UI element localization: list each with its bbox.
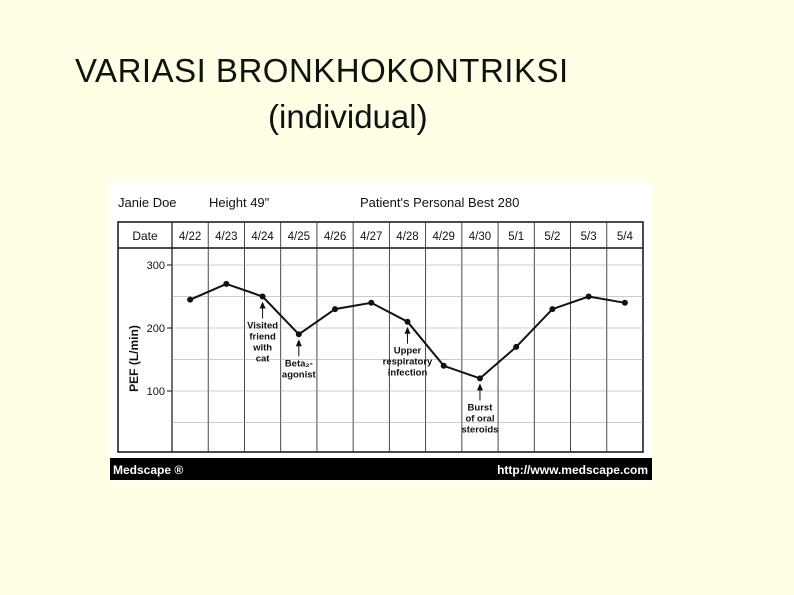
x-tick-label: 4/22 bbox=[178, 231, 202, 243]
annotation-label: Visited bbox=[247, 320, 279, 332]
data-point bbox=[296, 331, 302, 337]
annotation-label: Upper bbox=[393, 345, 422, 357]
patient-height: Height 49" bbox=[209, 195, 270, 210]
data-point bbox=[187, 297, 193, 303]
x-tick-label: 4/26 bbox=[323, 231, 347, 243]
data-point bbox=[260, 294, 266, 300]
annotation-arrowhead bbox=[477, 383, 483, 390]
data-point bbox=[441, 363, 447, 369]
y-axis-label: PEF (L/min) bbox=[127, 325, 141, 392]
annotation-label: steroids bbox=[461, 424, 499, 436]
data-point bbox=[549, 306, 555, 312]
y-tick-label: 300 bbox=[146, 260, 165, 272]
patient-name: Janie Doe bbox=[118, 195, 177, 210]
data-point bbox=[622, 300, 628, 306]
annotation-label: with bbox=[253, 342, 273, 354]
annotation-label: agonist bbox=[281, 369, 316, 381]
data-point bbox=[368, 300, 374, 306]
x-tick-label: 4/29 bbox=[432, 231, 455, 243]
x-tick-label: 4/24 bbox=[251, 231, 274, 243]
data-point bbox=[513, 344, 519, 350]
x-tick-label: 5/4 bbox=[616, 231, 633, 243]
annotation-label: cat bbox=[255, 353, 270, 365]
footer-medscape-logo: Medscape ® bbox=[113, 463, 184, 477]
slide-subtitle: (individual) bbox=[268, 98, 428, 135]
x-tick-label: 4/28 bbox=[396, 231, 419, 243]
peak-flow-chart-figure bbox=[110, 182, 652, 482]
peak-flow-chart bbox=[110, 182, 652, 482]
y-tick-label: 100 bbox=[146, 386, 165, 398]
annotation-label: Burst bbox=[467, 402, 493, 414]
annotation-label: of oral bbox=[465, 413, 495, 425]
annotation-label: friend bbox=[249, 331, 276, 343]
personal-best: Patient's Personal Best 280 bbox=[360, 195, 520, 210]
annotation-label: Beta₂- bbox=[284, 358, 313, 370]
slide-title: VARIASI BRONKHOKONTRIKSI bbox=[75, 52, 569, 89]
data-point bbox=[223, 281, 229, 287]
x-tick-label: 4/25 bbox=[287, 231, 311, 243]
x-tick-label: 4/30 bbox=[468, 231, 492, 243]
footer-url: http://www.medscape.com bbox=[497, 463, 648, 477]
annotation-arrowhead bbox=[260, 302, 266, 309]
header-date-label: Date bbox=[132, 229, 158, 243]
x-tick-label: 4/23 bbox=[215, 231, 238, 243]
x-tick-label: 5/3 bbox=[580, 231, 597, 243]
chart-frame bbox=[118, 222, 643, 452]
data-point bbox=[477, 375, 483, 381]
data-point bbox=[332, 306, 338, 312]
y-tick-label: 200 bbox=[146, 323, 165, 335]
annotation-label: respiratory bbox=[382, 356, 433, 368]
annotation-arrowhead bbox=[296, 339, 302, 346]
data-point bbox=[586, 294, 592, 300]
annotation-label: infection bbox=[387, 367, 428, 379]
x-tick-label: 5/2 bbox=[544, 231, 561, 243]
data-point bbox=[405, 319, 411, 325]
x-tick-label: 5/1 bbox=[508, 231, 525, 243]
x-tick-label: 4/27 bbox=[360, 231, 383, 243]
